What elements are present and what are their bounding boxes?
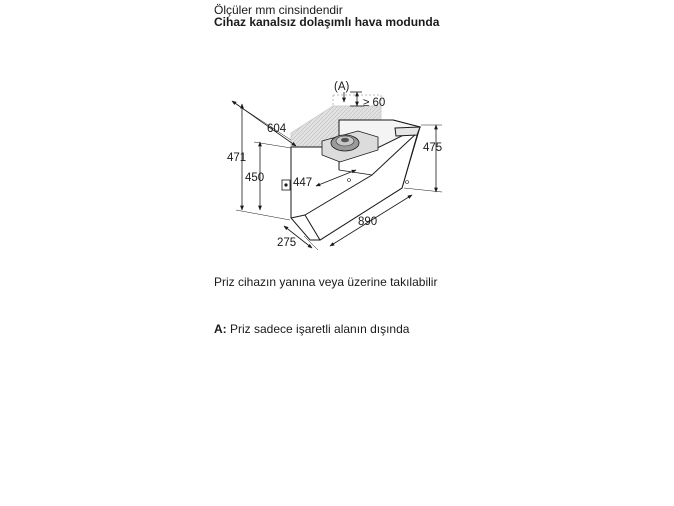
dim-height-475-label: 475 <box>423 142 443 154</box>
dim-clearance-60-label: ≥ 60 <box>363 97 386 109</box>
dim-clearance-60 <box>350 92 364 106</box>
dim-height-450-label: 450 <box>245 172 265 184</box>
socket-note: Priz cihazın yanına veya üzerine takılabilir <box>214 275 438 289</box>
dim-depth-447-label: 447 <box>293 177 313 189</box>
dim-depth-275-label: 275 <box>277 237 297 249</box>
dim-height-471-label: 471 <box>227 152 247 164</box>
dim-width-604-label: 604 <box>267 123 287 135</box>
a-note-text: Priz sadece işaretli alanın dışında <box>226 322 410 336</box>
marker-a-label: (A) <box>334 81 350 93</box>
control-knob-icon <box>406 181 409 184</box>
a-note-label: A: <box>214 322 227 336</box>
socket-icon <box>282 180 290 190</box>
mode-title: Cihaz kanalsız dolaşımlı hava modunda <box>214 15 440 29</box>
dim-length-890-label: 890 <box>358 216 378 228</box>
a-note <box>214 322 409 336</box>
units-note: Ölçüler mm cinsindendir <box>214 3 343 17</box>
